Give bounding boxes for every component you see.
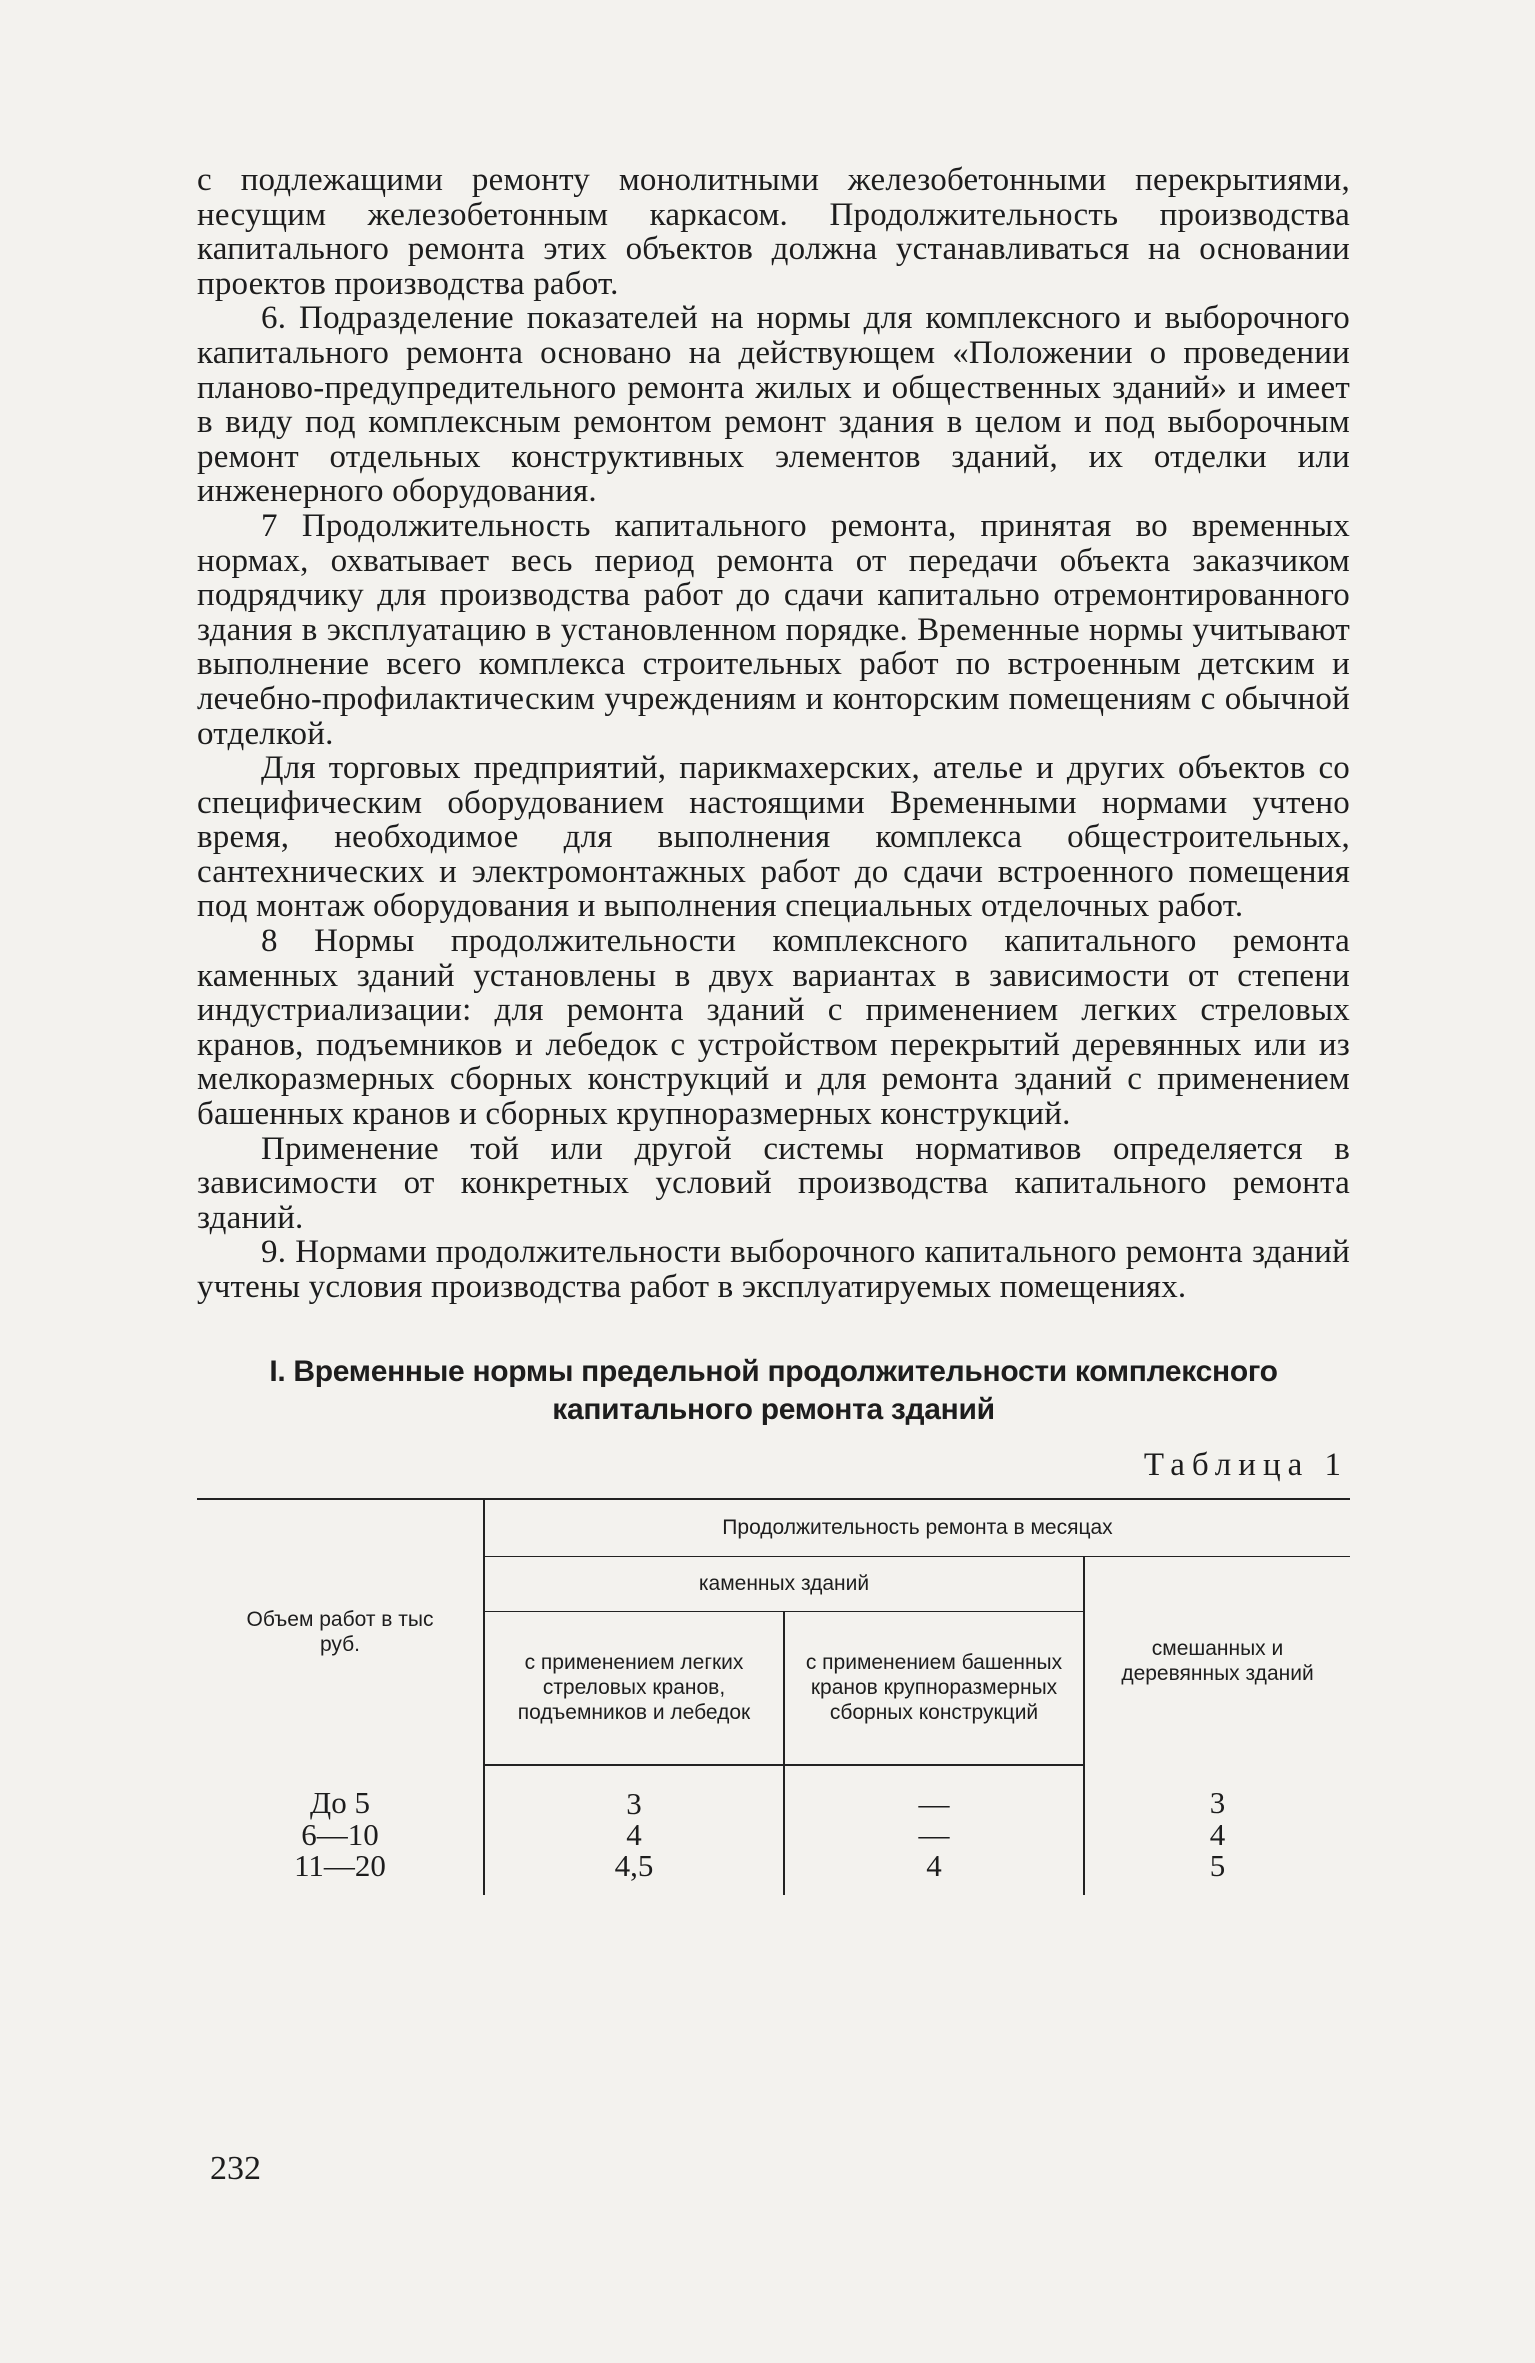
paragraph-item-8: 8 Нормы продолжительности комплексного капитального ремонта каменных зданий установлены в двух вариантах в зависимости от степени индустриализации: для ремонта зданий с применением легких стреловых кранов, подъемников и лебедок с устройством перекрытий деревянных или из мелкоразмерных сборных конструкций и для ремонта зданий с применением башенных кранов и сборных крупноразмерных конструкций. — [197, 923, 1350, 1133]
paragraph-item-6: 6. Подразделение показателей на нормы для комплексного и выборочного капитального ремонта основано на действующем «Положении о проведении планово-предупредительного ремонта жилых и общественных зданий» и имеет в виду под комплексным ремонтом ремонт здания в целом и под выборочным ремонт отдельных конструктивных элементов зданий, их отделки или инженерного оборудования. — [197, 300, 1350, 510]
cell-tower: — — [784, 1765, 1084, 1819]
header-mixed-wooden: смешанных и деревянных зданий — [1084, 1556, 1350, 1765]
cell-mixed: 5 — [1084, 1850, 1350, 1895]
cell-mixed: 4 — [1084, 1819, 1350, 1850]
header-tower-cranes: с применением башенных кранов крупноразмерных сборных конструкций — [784, 1611, 1084, 1765]
cell-tower: 4 — [784, 1850, 1084, 1895]
cell-volume: 11—20 — [294, 1847, 386, 1883]
table-row — [197, 1850, 1350, 1895]
duration-norms-table — [197, 1498, 1350, 1895]
section-title-line-2: капитального ремонта зданий — [552, 1392, 995, 1426]
cell-light: 4 — [484, 1819, 784, 1850]
section-title — [197, 1353, 1350, 1429]
cell-light: 3 — [484, 1765, 784, 1819]
paragraph-item-9: 9. Нормами продолжительности выборочного капитального ремонта зданий учтены условия производства работ в эксплуатируемых помещениях. — [197, 1234, 1350, 1305]
header-duration-group: Продолжительность ремонта в месяцах — [484, 1499, 1350, 1557]
table-row — [197, 1765, 1350, 1819]
table-label: Таблица 1 — [1143, 1446, 1348, 1483]
page-number: 232 — [210, 2150, 261, 2187]
paragraph-continuation: с подлежащими ремонту монолитными железобетонными перекрытиями, несущим железобетонным каркасом. Продолжительность производства капитального ремонта этих объектов должна устанавливаться на основании проектов производства работ. — [197, 162, 1350, 302]
header-light-cranes: с применением легких стреловых кранов, подъемников и лебедок — [484, 1611, 784, 1765]
paragraph-item-7: 7 Продолжительность капитального ремонта, принятая во временных нормах, охватывает весь период ремонта от передачи объекта заказчиком подрядчику для производства работ до сдачи капитально отремонтированного здания в эксплуатацию в установленном порядке. Временные нормы учитывают выполнение всего комплекса строительных работ по встроенным детским и лечебно-профилактическим учреждениям и конторским помещениям с обычной отделкой. — [197, 507, 1350, 752]
page-content — [197, 163, 1350, 1895]
cell-light: 4,5 — [484, 1850, 784, 1895]
cell-volume: До 5 — [310, 1785, 370, 1821]
paragraph-norm-system: Применение той или другой системы нормативов определяется в зависимости от конкретных условий производства капитального ремонта зданий. — [197, 1130, 1350, 1236]
section-title-line-1: I. Временные нормы предельной продолжительности комплексного — [269, 1354, 1278, 1388]
header-stone-buildings: каменных зданий — [484, 1556, 1084, 1611]
cell-tower: — — [784, 1819, 1084, 1850]
cell-volume: 6—10 — [301, 1816, 379, 1852]
table-row — [197, 1819, 1350, 1850]
header-volume: Объем работ в тыс руб. — [197, 1499, 484, 1765]
paragraph-trade-objects: Для торговых предприятий, парикмахерских, ателье и других объектов со специфическим оборудованием настоящими Временными нормами учтено время, необходимое для выполнения комплекса общестроительных, сантехнических и электромонтажных работ до сдачи встроенного помещения под монтаж оборудования и выполнения специальных отделочных работ. — [197, 750, 1350, 925]
cell-mixed: 3 — [1084, 1765, 1350, 1819]
